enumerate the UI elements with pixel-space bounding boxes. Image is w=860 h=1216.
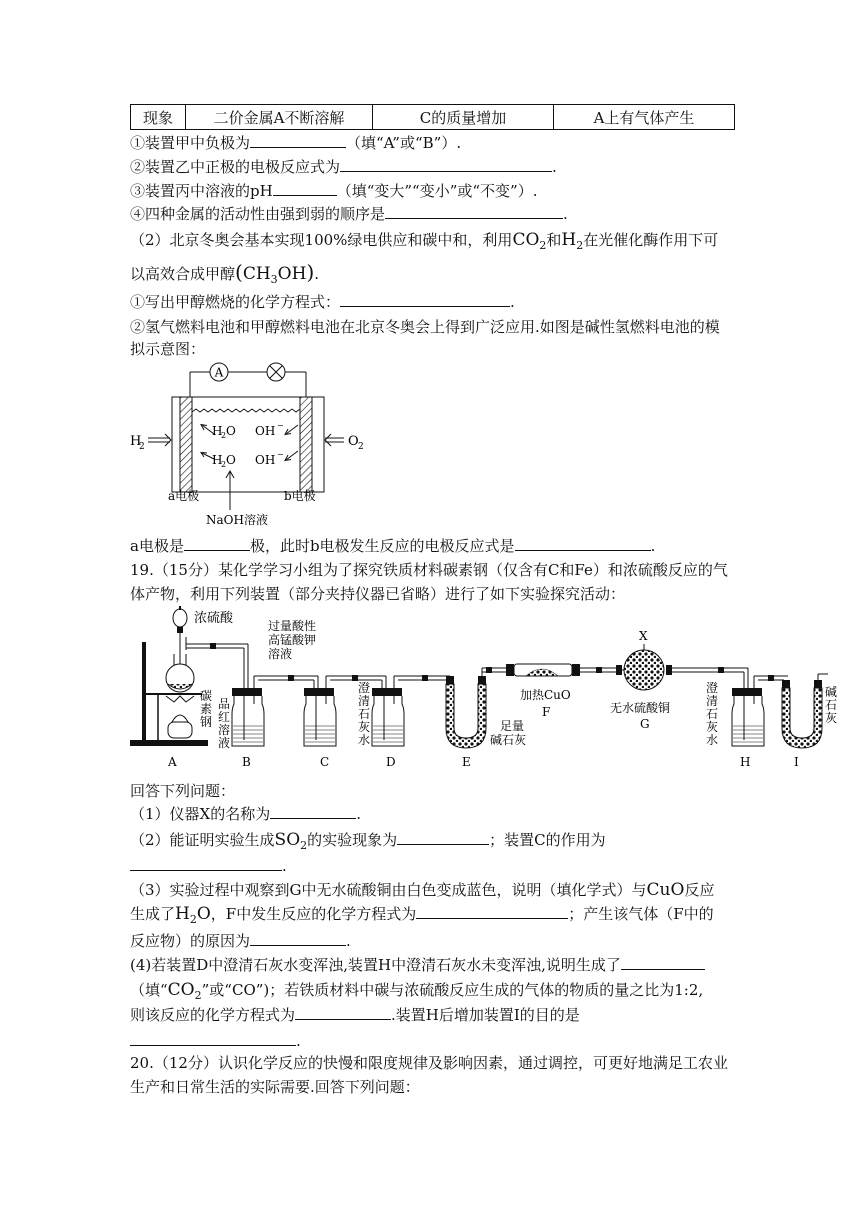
svg-text:H: H [212,424,223,438]
svg-text:溶液: 溶液 [268,647,293,661]
q19-part3-line1: （3）实验过程中观察到G中无水硫酸铜由白色变成蓝色，说明（填化学式）与CuO反应 [130,880,715,900]
svg-text:澄: 澄 [358,681,371,695]
svg-text:O: O [348,434,359,449]
svg-text:B: B [242,755,251,769]
svg-text:素: 素 [200,702,213,716]
electrode-a [180,397,192,492]
svg-text:H: H [212,453,223,467]
svg-text:无水硫酸铜: 无水硫酸铜 [610,701,671,715]
svg-text:碱: 碱 [825,685,838,699]
svg-text:品: 品 [218,697,231,711]
q19-part4-line2: （填“$CO_2$”或“CO”)；若铁质材料中碳与浓硫酸反应生成的气体的物质的量之比为1:2, [130,980,704,1002]
svg-text:NaOH溶液: NaOH溶液 [206,513,268,527]
answer-blank[interactable] [397,830,489,845]
q18-1-line4: ④四种金属的活动性由强到弱的顺序是 . [130,205,568,223]
q19-part2-line2: . [130,856,287,876]
table-cell: C的质量增加 [373,105,554,130]
svg-text:高锰酸钾: 高锰酸钾 [268,633,317,647]
q19-part3-line2: 生成了$H_2O$，F中发生反应的化学方程式为 ；产生该气体（F中的 [130,904,714,926]
svg-text:钢: 钢 [200,715,213,729]
q18-2-line5: 拟示意图： [130,340,206,358]
observation-table [130,104,735,130]
svg-text:2: 2 [221,460,227,469]
svg-text:加热CuO: 加热CuO [520,688,571,702]
q19-part4-line4: . [130,1031,301,1051]
answer-blank[interactable] [273,181,337,196]
electrode-b [300,397,312,492]
svg-text:E: E [462,755,471,769]
apparatus-i [782,674,828,748]
q19-answer-heading: 回答下列问题： [130,782,236,800]
q18-1-line3: ③装置丙中溶液的pH （填“变大”“变小”或“不变”）. [130,182,538,200]
svg-text:溶: 溶 [218,723,231,737]
answer-blank[interactable] [416,904,568,919]
apparatus-a [130,606,248,746]
svg-text:A: A [214,365,224,380]
svg-text:清: 清 [706,694,719,708]
answer-blank[interactable] [515,536,651,551]
svg-text:A: A [168,755,177,769]
q18-2-line1: （2）北京冬奥会基本实现100%绿电供应和碳中和，利用$CO_2$和$H_2$在光催化酶作用下可 [130,230,719,252]
fuel-cell-diagram [120,352,380,532]
q19-part2-line1: （2）能证明实验生成$SO_2$的实验现象为 ；装置C的作用为 [130,830,606,852]
q18-2-line6: a电极是 极，此时b电极发生反应的电极反应式是 . [130,537,656,555]
q20-line2: 生产和日常生活的实际需要.回答下列问题： [130,1078,420,1096]
svg-text:O: O [226,453,236,467]
svg-text:I: I [794,755,799,769]
table-cell: A上有气体产生 [554,105,735,130]
svg-text:OH: OH [255,424,276,438]
answer-blank[interactable] [340,292,510,307]
svg-text:过量酸性: 过量酸性 [268,619,317,633]
q19-part4-line1: (4)若装置D中澄清石灰水变浑浊,装置H中澄清石灰水未变浑浊,说明生成了 [130,955,705,975]
svg-text:D: D [386,755,396,769]
svg-text:C: C [320,755,330,769]
svg-text:F: F [542,705,551,719]
svg-text:清: 清 [358,694,371,708]
svg-text:−: − [277,421,284,430]
svg-text:碱石灰: 碱石灰 [490,733,527,747]
apparatus-f [506,664,620,676]
svg-text:2: 2 [139,442,145,452]
svg-text:灰: 灰 [825,711,838,725]
apparatus-diagram [128,604,840,780]
answer-blank[interactable] [621,955,705,970]
svg-text:水: 水 [706,733,719,747]
q19-part3-line3: 反应物）的原因为 . [130,932,351,950]
q19-line2: 体产物，利用下列装置（部分夹持仪器已省略）进行了如下实验探究活动： [130,585,626,603]
answer-blank[interactable] [295,1005,391,1020]
svg-text:红: 红 [218,710,231,724]
svg-text:G: G [640,717,650,731]
table-cell: 二价金属A不断溶解 [186,105,373,130]
answer-blank[interactable] [184,536,250,551]
svg-text:澄: 澄 [706,681,719,695]
svg-text:H: H [130,434,142,449]
answer-blank[interactable] [250,133,346,148]
svg-text:水: 水 [358,733,371,747]
svg-text:浓硫酸: 浓硫酸 [194,611,234,626]
answer-blank[interactable] [385,204,563,219]
svg-text:石: 石 [825,698,838,712]
q20-line1: 20.（12分）认识化学反应的快慢和限度规律及影响因素，通过调控，可更好地满足工农业 [130,1054,728,1072]
q19-part4-line3: 则该反应的化学方程式为 .装置H后增加装置I的目的是 [130,1006,580,1024]
svg-text:a电极: a电极 [168,489,200,503]
svg-text:X: X [639,629,648,643]
svg-text:OH: OH [255,453,276,467]
table-cell: 现象 [131,105,186,130]
answer-blank[interactable] [130,856,282,871]
svg-text:灰: 灰 [706,720,719,734]
svg-text:b电极: b电极 [284,489,316,503]
q18-2-line4: ②氢气燃料电池和甲醇燃料电池在北京冬奥会上得到广泛应用.如图是碱性氢燃料电池的模 [130,318,720,336]
q18-1-line2: ②装置乙中正极的电极反应式为 . [130,158,557,176]
svg-text:−: − [277,450,284,459]
svg-text:碳: 碳 [200,689,213,703]
answer-blank[interactable] [130,1031,296,1046]
q18-2-line3: ①写出甲醇燃烧的化学方程式： . [130,293,515,311]
svg-text:2: 2 [221,431,227,440]
svg-text:足量: 足量 [500,719,525,733]
svg-text:O: O [226,424,236,438]
apparatus-d [372,675,450,746]
q18-2-line2: 以高效合成甲醇$(CH_3OH)$. [130,260,320,286]
svg-text:灰: 灰 [358,720,371,734]
answer-blank[interactable] [250,931,346,946]
answer-blank[interactable] [340,157,552,172]
answer-blank[interactable] [270,804,356,819]
svg-text:液: 液 [218,736,231,750]
svg-text:2: 2 [358,442,364,452]
q18-1-line1: ①装置甲中负极为 （填“A”或“B”）. [130,134,462,152]
svg-text:石: 石 [358,707,371,721]
q19-line1: 19.（15分）某化学学习小组为了探究铁质材料碳素钢（仅含有C和Fe）和浓硫酸反应的气 [130,561,728,579]
q19-part1: （1）仪器X的名称为 . [130,805,362,823]
apparatus-h [732,668,788,746]
svg-text:H: H [740,755,751,769]
svg-text:石: 石 [706,707,719,721]
apparatus-g [616,644,748,690]
